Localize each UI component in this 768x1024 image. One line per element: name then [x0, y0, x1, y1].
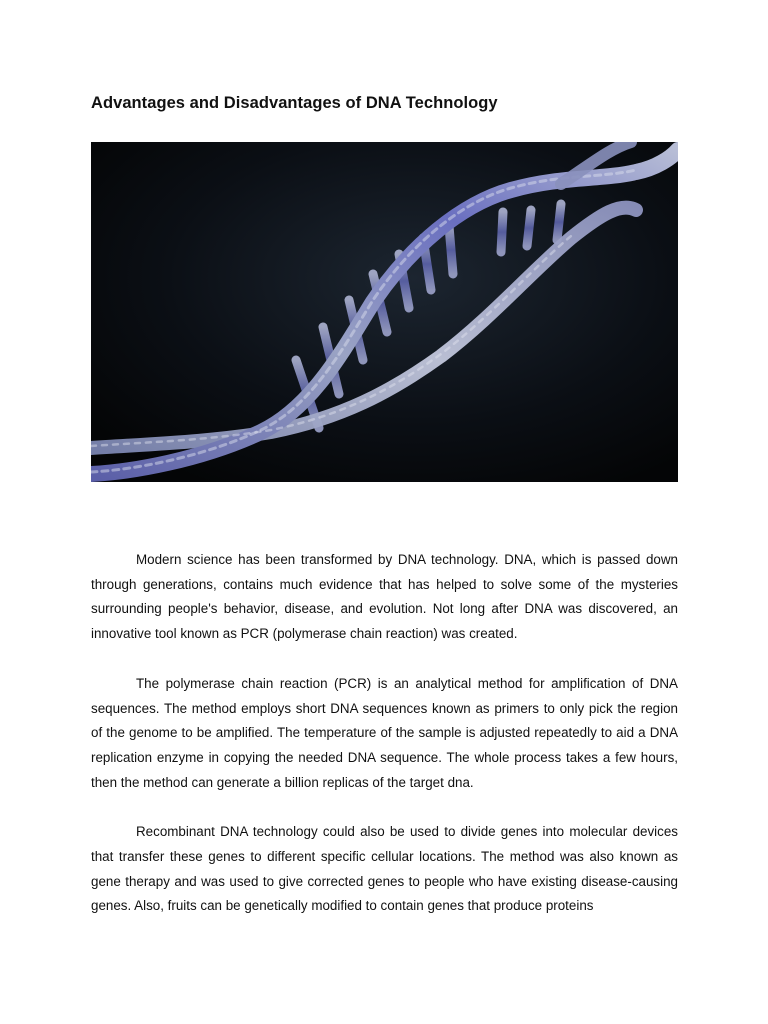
paragraph-2: The polymerase chain reaction (PCR) is an analytical method for amplification of DNA sequences. The method employs short DNA sequences known as primers to only pick the region of the genome to be amplified. The temperature of the sample is adjusted repeatedly to aid a DNA replication enzyme in copying the needed DNA sequence. The whole process takes a few hours, then the method can generate a billion replicas of the target dna.	[91, 675, 678, 790]
dna-helix-illustration	[91, 142, 678, 482]
paragraph-3: Recombinant DNA technology could also be used to divide genes into molecular devices that transfer these genes to different specific cellular locations. The method was also known as gene therapy and was used to give corrected genes to people who have existing disease-causing genes. Also, fruits can be genetically modified to contain genes that produce proteins	[91, 824, 678, 914]
dna-helix-image	[91, 142, 678, 482]
paragraph-1: Modern science has been transformed by DNA technology. DNA, which is passed down through generations, contains much evidence that has helped to solve some of the mysteries surrounding people's behavior, disease, and evolution. Not long after DNA was discovered, an innovative tool known as PCR (polymerase chain reaction) was created.	[91, 552, 678, 642]
page-title: Advantages and Disadvantages of DNA Technology	[91, 94, 498, 112]
body-text	[91, 548, 678, 944]
